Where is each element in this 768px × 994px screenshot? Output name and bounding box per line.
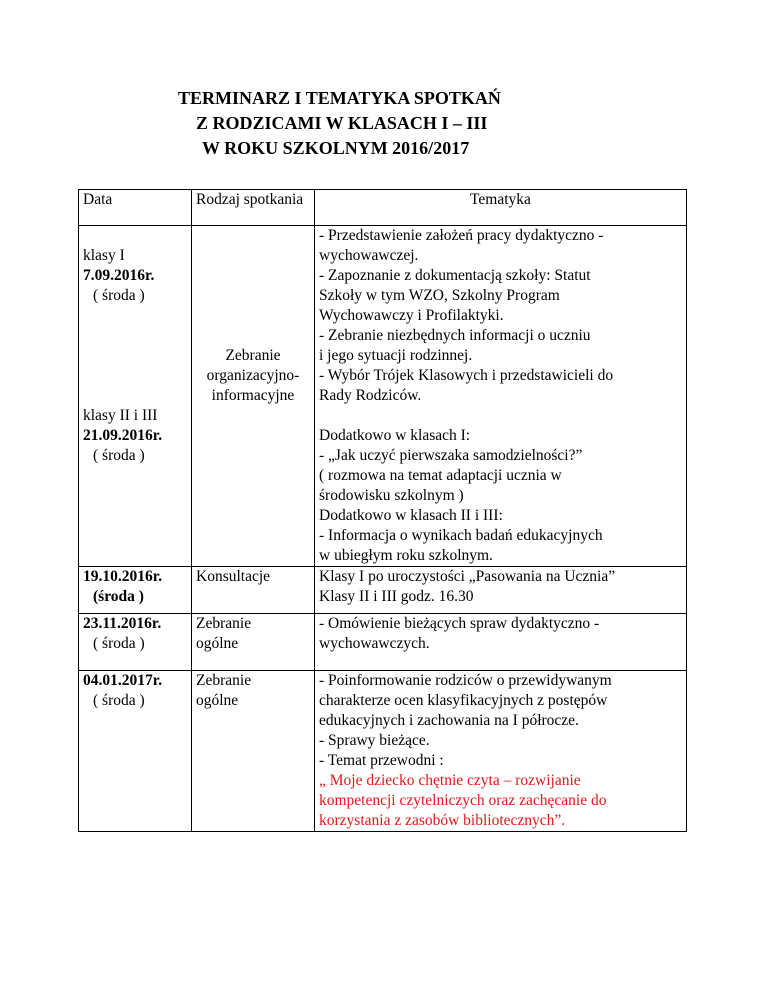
topic-line: wychowawczych. <box>319 635 430 652</box>
topic-line: ( rozmowa na temat adaptacji ucznia w <box>319 467 562 484</box>
title-line-1: TERMINARZ I TEMATYKA SPOTKAŃ <box>178 88 501 108</box>
topic-line-highlight: kompetencji czytelniczych oraz zachęcanie do <box>319 792 607 809</box>
table-header-row <box>79 190 687 226</box>
row1-type-cell <box>192 226 315 567</box>
topic-line-highlight: „ Moje dziecko chętnie czyta – rozwijanie <box>319 772 581 789</box>
topic-line: charakterze ocen klasyfikacyjnych z postępów <box>319 692 608 709</box>
topic-line: Szkoły w tym WZO, Szkolny Program <box>319 287 560 304</box>
topic-line: Klasy II i III godz. 16.30 <box>319 588 474 605</box>
topic-line: Dodatkowo w klasach I: <box>319 427 471 444</box>
row1-type-line: Zebranie <box>225 347 281 364</box>
topic-line: i jego sytuacji rodzinnej. <box>319 347 473 364</box>
topic-line: - Wybór Trójek Klasowych i przedstawicieli do <box>319 367 614 384</box>
row3-type-line: Zebranie <box>196 615 252 632</box>
row1-type-line: informacyjne <box>211 387 295 404</box>
topic-line: Dodatkowo w klasach II i III: <box>319 507 503 524</box>
schedule-table <box>78 189 687 832</box>
row1-type-line: organizacyjno- <box>206 367 300 384</box>
row2-topic-cell <box>315 567 687 614</box>
topic-line: wychowawczej. <box>319 247 419 264</box>
row1-date-cell <box>79 226 192 567</box>
topic-line: Rady Rodziców. <box>319 387 422 404</box>
row3-topic-cell <box>315 614 687 671</box>
header-date: Data <box>79 190 192 226</box>
topic-line: - Omówienie bieżących spraw dydaktyczno - <box>319 615 600 632</box>
row1-group2-day: ( środa ) <box>93 447 145 464</box>
title-line-3: W ROKU SZKOLNYM 2016/2017 <box>202 138 470 158</box>
row3-date: 23.11.2016r. <box>83 615 162 632</box>
topic-line: - Zebranie niezbędnych informacji o uczniu <box>319 327 591 344</box>
document-title <box>150 86 590 161</box>
table-row <box>79 671 687 832</box>
row3-type-line: ogólne <box>196 635 239 652</box>
topic-line: - „Jak uczyć pierwszaka samodzielności?” <box>319 447 583 464</box>
row4-date: 04.01.2017r. <box>83 672 163 689</box>
header-type: Rodzaj spotkania <box>192 190 315 226</box>
row1-group2-label: klasy II i III <box>83 407 158 424</box>
topic-line: edukacyjnych i zachowania na I półrocze. <box>319 712 579 729</box>
table-row <box>79 614 687 671</box>
topic-line: w ubiegłym roku szkolnym. <box>319 547 493 564</box>
row4-day: ( środa ) <box>93 692 145 709</box>
row2-day: (środa ) <box>93 588 144 605</box>
title-line-2: Z RODZICAMI W KLASACH I – III <box>196 113 488 133</box>
row2-date: 19.10.2016r. <box>83 568 163 585</box>
row1-topic-cell <box>315 226 687 567</box>
topic-line: - Przedstawienie założeń pracy dydaktyczno - <box>319 227 604 244</box>
row1-group1-day: ( środa ) <box>93 287 145 304</box>
topic-line-highlight: korzystania z zasobów bibliotecznych”. <box>319 812 566 829</box>
topic-line: - Sprawy bieżące. <box>319 732 430 749</box>
row4-topic-cell <box>315 671 687 832</box>
row2-type: Konsultacje <box>192 567 315 614</box>
row4-type-cell <box>192 671 315 832</box>
row3-day: ( środa ) <box>93 635 145 652</box>
row4-date-cell <box>79 671 192 832</box>
topic-line: Wychowawczy i Profilaktyki. <box>319 307 504 324</box>
row2-date-cell <box>79 567 192 614</box>
topic-line: środowisku szkolnym ) <box>319 487 464 504</box>
topic-line: - Poinformowanie rodziców o przewidywanym <box>319 672 612 689</box>
topic-line: - Informacja o wynikach badań edukacyjnych <box>319 527 603 544</box>
topic-line: - Zapoznanie z dokumentacją szkoły: Statut <box>319 267 591 284</box>
table-row <box>79 567 687 614</box>
header-topic: Tematyka <box>315 190 687 226</box>
row4-type-line: ogólne <box>196 692 239 709</box>
row3-date-cell <box>79 614 192 671</box>
topic-line: - Temat przewodni : <box>319 752 444 769</box>
topic-line: Klasy I po uroczystości „Pasowania na Ucznia” <box>319 568 616 585</box>
row4-type-line: Zebranie <box>196 672 252 689</box>
row3-type-cell <box>192 614 315 671</box>
table-row <box>79 226 687 567</box>
row1-group1-label: klasy I <box>83 247 125 264</box>
row1-group2-date: 21.09.2016r. <box>83 427 163 444</box>
row1-group1-date: 7.09.2016r. <box>83 267 155 284</box>
